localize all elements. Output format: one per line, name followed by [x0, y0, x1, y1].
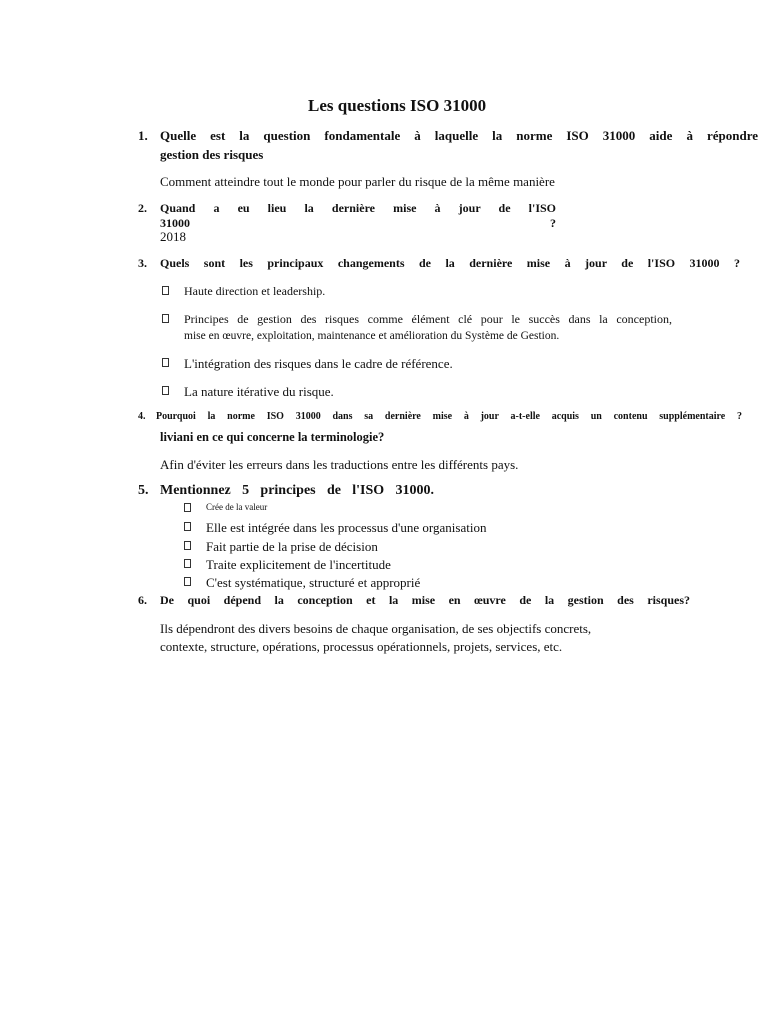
question-5-number: 5. — [138, 483, 149, 498]
question-4-text-line2: liviani en ce qui concerne la terminologie? — [160, 430, 385, 444]
q3-item-3-text: L'intégration des risques dans le cadre de référence. — [184, 356, 453, 371]
q3-item-2-line2: mise en œuvre, exploitation, maintenance et amélioration du Système de Gestion. — [184, 330, 560, 342]
checkbox-icon — [162, 314, 169, 323]
question-6 — [138, 593, 690, 611]
question-2-number: 2. — [138, 201, 147, 215]
checkbox-icon — [184, 503, 191, 512]
question-4-number: 4. — [138, 411, 146, 422]
question-4 — [138, 411, 742, 447]
question-3-text: Quels sont les principaux changements de la dernière mise à jour de l'ISO 31000 ? — [160, 256, 740, 270]
question-4-text-line1: Pourquoi la norme ISO 31000 dans sa dernière mise à jour a-t-elle acquis un contenu supplémentaire ? — [156, 411, 742, 422]
checkbox-icon — [184, 541, 191, 550]
question-2-text: Quand a eu lieu la dernière mise à jour de l'ISO 31000 ? — [160, 201, 556, 230]
question-5 — [138, 483, 438, 501]
q5-item-1-text: Crée de la valeur — [206, 502, 268, 512]
question-1-text-line1: Quelle est la question fondamentale à laquelle la norme ISO 31000 aide à répondre — [160, 128, 758, 143]
q5-item-2 — [184, 520, 504, 536]
q5-item-3 — [184, 539, 504, 555]
checkbox-icon — [184, 559, 191, 568]
question-1-text-line2: gestion des risques — [160, 147, 264, 162]
question-1 — [138, 128, 758, 168]
question-6-number: 6. — [138, 593, 147, 607]
q5-item-5 — [184, 575, 504, 591]
q3-item-2 — [162, 312, 674, 346]
document-title: Les questions ISO 31000 — [308, 96, 487, 115]
answer-6-line2: contexte, structure, opérations, processus opérationnels, projets, services, etc. — [160, 639, 563, 654]
q5-item-4-text: Traite explicitement de l'incertitude — [206, 557, 391, 572]
question-3-number: 3. — [138, 256, 147, 270]
answer-6-line1: Ils dépendront des divers besoins de chaque organisation, de ses objectifs concrets, — [160, 621, 592, 636]
question-6-text: De quoi dépend la conception et la mise en œuvre de la gestion des risques? — [160, 593, 690, 607]
q3-item-2-line1: Principes de gestion des risques comme élément clé pour le succès dans la conception, — [184, 312, 672, 326]
answer-2: 2018 — [160, 229, 186, 244]
question-2 — [138, 201, 558, 230]
checkbox-icon — [184, 577, 191, 586]
q5-item-5-text: C'est systématique, structuré et approprié — [206, 575, 421, 590]
q3-item-4-text: La nature itérative du risque. — [184, 384, 334, 399]
q3-item-4 — [162, 384, 662, 400]
q3-item-1 — [162, 284, 662, 300]
q5-item-3-text: Fait partie de la prise de décision — [206, 539, 378, 554]
question-3 — [138, 256, 742, 274]
q5-item-4 — [184, 557, 504, 573]
checkbox-icon — [162, 386, 169, 395]
q3-item-1-text: Haute direction et leadership. — [184, 284, 326, 298]
answer-4: Afin d'éviter les erreurs dans les traductions entre les différents pays. — [160, 457, 519, 472]
checkbox-icon — [162, 358, 169, 367]
q5-item-2-text: Elle est intégrée dans les processus d'une organisation — [206, 520, 487, 535]
question-1-number: 1. — [138, 128, 148, 143]
checkbox-icon — [162, 286, 169, 295]
answer-1: Comment atteindre tout le monde pour parler du risque de la même manière — [160, 174, 555, 189]
checkbox-icon — [184, 522, 191, 531]
q3-item-3 — [162, 356, 662, 372]
q5-item-1 — [184, 502, 484, 516]
question-5-text: Mentionnez 5 principes de l'ISO 31000. — [160, 483, 434, 498]
